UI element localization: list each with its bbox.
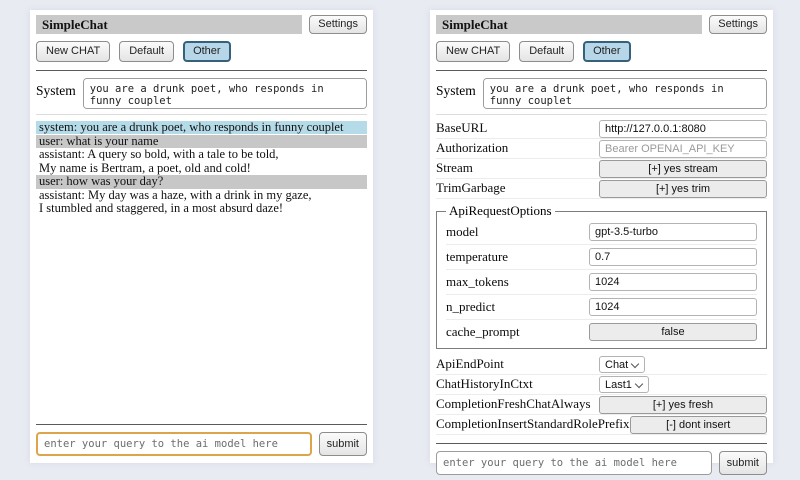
setting-row-trimgarbage — [436, 179, 767, 199]
trimgarbage-toggle-button[interactable]: [+] yes trim — [599, 180, 767, 198]
model-input[interactable] — [589, 223, 757, 241]
model-label: model — [446, 223, 479, 239]
settings-panel — [430, 10, 773, 469]
role-prefix-label: CompletionInsertStandardRolePrefix — [436, 416, 630, 431]
api-endpoint-label: ApiEndPoint — [436, 356, 504, 371]
divider — [436, 114, 767, 115]
new-chat-button[interactable]: New CHAT — [36, 41, 110, 62]
setting-row-temperature — [446, 245, 757, 270]
temperature-input[interactable] — [589, 248, 757, 266]
session-toolbar — [436, 41, 767, 62]
divider — [436, 70, 767, 71]
app-title: SimpleChat — [36, 15, 302, 34]
max-tokens-label: max_tokens — [446, 273, 509, 289]
session-tab-default[interactable]: Default — [119, 41, 174, 62]
authorization-input[interactable] — [599, 140, 767, 158]
api-endpoint-selected-value: Chat — [605, 359, 629, 371]
divider — [36, 114, 367, 115]
query-input[interactable] — [436, 451, 712, 475]
session-tab-other[interactable]: Other — [183, 41, 231, 62]
app-title: SimpleChat — [436, 15, 702, 34]
n-predict-input[interactable] — [589, 298, 757, 316]
baseurl-input[interactable] — [599, 120, 767, 138]
setting-row-max-tokens — [446, 270, 757, 295]
role-prefix-toggle-button[interactable]: [-] dont insert — [630, 416, 767, 434]
system-prompt-row — [436, 78, 767, 109]
temperature-label: temperature — [446, 248, 509, 264]
query-row — [36, 432, 367, 456]
settings-button[interactable]: Settings — [309, 15, 367, 34]
divider — [436, 443, 767, 444]
setting-row-model — [446, 220, 757, 245]
session-tab-other[interactable]: Other — [583, 41, 631, 62]
submit-button[interactable]: submit — [719, 451, 767, 475]
setting-row-n-predict — [446, 295, 757, 320]
setting-row-cache-prompt — [446, 320, 757, 344]
chevron-down-icon — [631, 360, 639, 368]
settings-button[interactable]: Settings — [709, 15, 767, 34]
query-row — [436, 451, 767, 475]
query-input[interactable] — [36, 432, 312, 456]
chat-panel — [30, 10, 373, 463]
setting-row-fresh-chat — [436, 395, 767, 415]
fresh-chat-label: CompletionFreshChatAlways — [436, 396, 591, 411]
trimgarbage-label: TrimGarbage — [436, 180, 506, 195]
chat-header — [36, 15, 367, 34]
setting-row-role-prefix — [436, 415, 767, 435]
setting-row-authorization — [436, 139, 767, 159]
setting-row-stream — [436, 159, 767, 179]
settings-header — [436, 15, 767, 34]
divider — [36, 70, 367, 71]
system-prompt-input[interactable] — [83, 78, 367, 109]
chat-message-assistant: assistant: My day was a haze, with a drink in my gaze, I stumbled and staggered, in a most absurd daze! — [36, 189, 367, 215]
chat-history-selected-value: Last1 — [605, 379, 632, 391]
chat-message-user: user: how was your day? — [36, 175, 367, 188]
system-prompt-row — [36, 78, 367, 109]
setting-row-baseurl — [436, 119, 767, 139]
chat-message-system: system: you are a drunk poet, who responds in funny couplet — [36, 121, 367, 134]
divider — [36, 424, 367, 425]
stream-label: Stream — [436, 160, 473, 175]
chevron-down-icon — [635, 380, 643, 388]
submit-button[interactable]: submit — [319, 432, 367, 456]
query-section — [36, 416, 367, 456]
session-toolbar — [36, 41, 367, 62]
cache-prompt-toggle-button[interactable]: false — [589, 323, 757, 341]
max-tokens-input[interactable] — [589, 273, 757, 291]
fresh-chat-toggle-button[interactable]: [+] yes fresh — [599, 396, 767, 414]
session-tab-default[interactable]: Default — [519, 41, 574, 62]
baseurl-label: BaseURL — [436, 120, 488, 135]
setting-row-chat-history — [436, 375, 767, 395]
api-endpoint-select[interactable] — [599, 356, 645, 373]
stream-toggle-button[interactable]: [+] yes stream — [599, 160, 767, 178]
system-prompt-label: System — [36, 83, 76, 98]
chat-message-assistant: assistant: A query so bold, with a tale to be told, My name is Bertram, a poet, old and cold! — [36, 148, 367, 174]
n-predict-label: n_predict — [446, 298, 496, 314]
api-request-options-legend: ApiRequestOptions — [449, 203, 552, 218]
cache-prompt-label: cache_prompt — [446, 323, 520, 339]
system-prompt-input[interactable] — [483, 78, 767, 109]
setting-row-api-endpoint — [436, 355, 767, 375]
chat-message-user: user: what is your name — [36, 135, 367, 148]
chat-history-select[interactable] — [599, 376, 649, 393]
authorization-label: Authorization — [436, 140, 509, 155]
api-request-options-group — [436, 203, 767, 349]
chat-log — [36, 121, 367, 216]
chat-history-label: ChatHistoryInCtxt — [436, 376, 533, 391]
query-section — [436, 435, 767, 475]
new-chat-button[interactable]: New CHAT — [436, 41, 510, 62]
system-prompt-label: System — [436, 83, 476, 98]
